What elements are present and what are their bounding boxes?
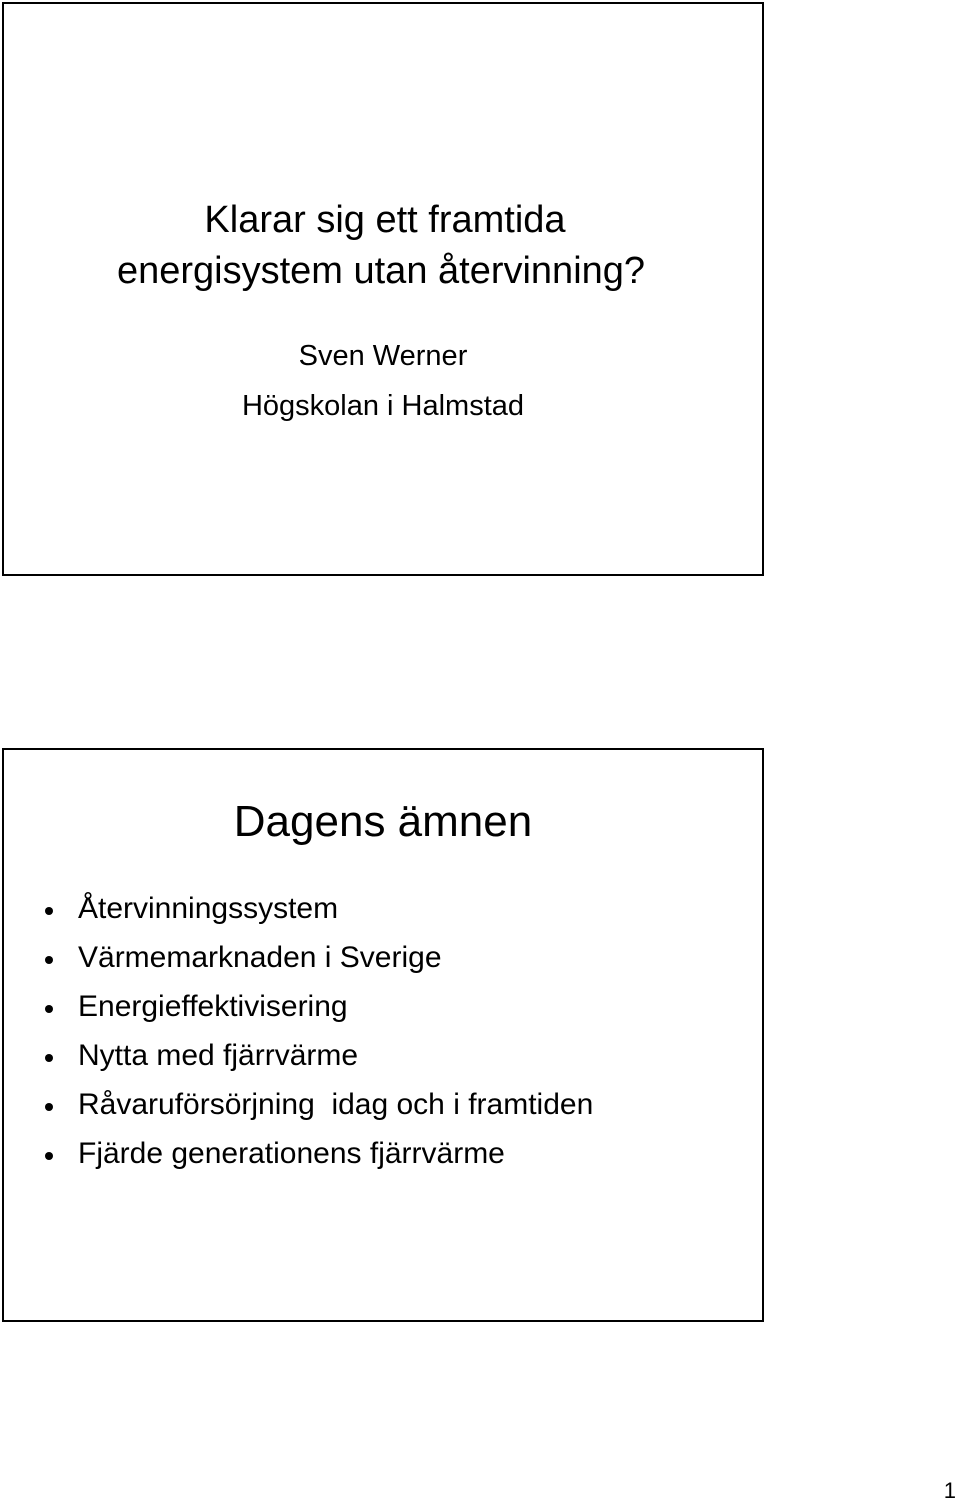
slide-2: [2, 748, 764, 1322]
bullet-text: Fjärde generationens fjärrvärme: [78, 1137, 505, 1170]
bullet-dot-icon: [45, 1103, 53, 1111]
slide-1-author: Sven Werner: [298, 340, 468, 372]
bullet-dot-icon: [45, 956, 53, 964]
bullet-dot-icon: [45, 1005, 53, 1013]
slide-1-title-line-1: Klarar sig ett framtida: [204, 199, 566, 241]
bullet-dot-icon: [45, 1152, 53, 1160]
bullet-text: Råvaruförsörjning idag och i framtiden: [78, 1088, 594, 1121]
bullet-dot-icon: [45, 907, 53, 915]
slide-2-title: Dagens ämnen: [233, 797, 533, 846]
bullet-text: Återvinningssystem: [78, 892, 339, 925]
slide-1-title-line-2: energisystem utan återvinning?: [116, 250, 646, 292]
page-number: 1: [943, 1478, 956, 1503]
bullet-text: Nytta med fjärrvärme: [78, 1039, 359, 1072]
slide-1: [2, 2, 764, 576]
bullet-text: Värmemarknaden i Sverige: [78, 941, 442, 974]
bullet-text: Energieffektivisering: [78, 990, 348, 1023]
slide-1-affiliation: Högskolan i Halmstad: [241, 390, 525, 422]
bullet-dot-icon: [45, 1054, 53, 1062]
